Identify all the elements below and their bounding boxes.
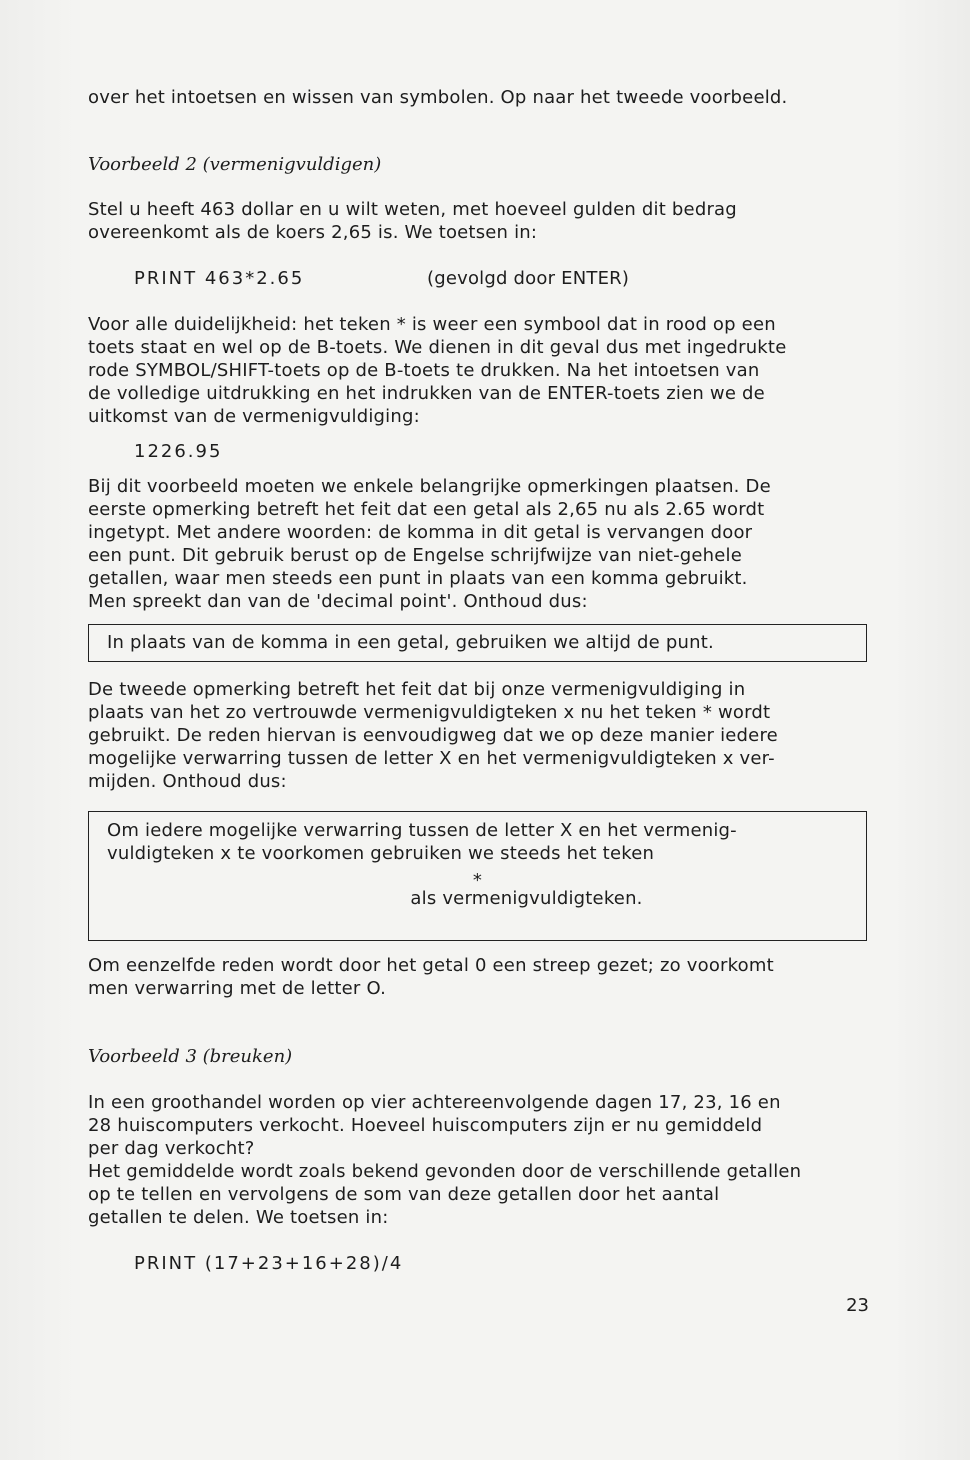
note-box-decimal-point [88, 624, 867, 662]
intro-text [88, 86, 869, 109]
code-print-multiplication: PRINT 463*2.65 [134, 268, 305, 289]
note-text: Om iedere mogelijke verwarring tussen de letter X en het vermenig- [107, 820, 737, 841]
text-line: Stel u heeft 463 dollar en u wilt weten, met hoeveel gulden dit bedrag [88, 199, 737, 220]
zero-note-paragraph [88, 954, 869, 1000]
text-line: over het intoetsen en wissen van symbolen. Op naar het tweede voorbeeld. [88, 87, 788, 108]
example-3-title: Voorbeeld 3 (breuken) [88, 1046, 293, 1067]
explanation-paragraph [88, 313, 869, 428]
text-line: ingetypt. Met andere woorden: de komma in dit getal is vervangen door [88, 522, 753, 543]
remark-two-paragraph [88, 678, 869, 793]
text-line: De tweede opmerking betreft het feit dat bij onze vermenigvuldiging in [88, 679, 746, 700]
note-text: als vermenigvuldigteken. [410, 888, 643, 909]
remark-one-paragraph [88, 475, 869, 613]
text-line: getallen, waar men steeds een punt in plaats van een komma gebruikt. [88, 568, 748, 589]
code-print-average: PRINT (17+23+16+28)/4 [134, 1253, 404, 1274]
result-output: 1226.95 [134, 441, 223, 462]
text-line: Bij dit voorbeeld moeten we enkele belangrijke opmerkingen plaatsen. De [88, 476, 771, 497]
text-line: getallen te delen. We toetsen in: [88, 1207, 389, 1228]
text-line: mijden. Onthoud dus: [88, 771, 287, 792]
note-box-multiplication-sign [88, 811, 867, 941]
multiplication-symbol: * [472, 870, 483, 891]
text-line: Men spreekt dan van de 'decimal point'. Onthoud dus: [88, 591, 588, 612]
note-text: In plaats van de komma in een getal, gebruiken we altijd de punt. [107, 632, 714, 653]
text-line: In een groothandel worden op vier achtereenvolgende dagen 17, 23, 16 en [88, 1092, 781, 1113]
text-line: mogelijke verwarring tussen de letter X en het vermenigvuldigteken x ver- [88, 748, 775, 769]
text-line: per dag verkocht? [88, 1138, 255, 1159]
text-line: toets staat en wel op de B-toets. We dienen in dit geval dus met ingedrukte [88, 337, 787, 358]
text-line: de volledige uitdrukking en het indrukken van de ENTER-toets zien we de [88, 383, 765, 404]
text-line: rode SYMBOL/SHIFT-toets op de B-toets te drukken. Na het intoetsen van [88, 360, 760, 381]
text-line: men verwarring met de letter O. [88, 978, 387, 999]
note-text: vuldigteken x te voorkomen gebruiken we steeds het teken [107, 843, 655, 864]
text-line: 28 huiscomputers verkocht. Hoeveel huiscomputers zijn er nu gemiddeld [88, 1115, 763, 1136]
text-line: een punt. Dit gebruik berust op de Engelse schrijfwijze van niet-gehele [88, 545, 743, 566]
text-line: uitkomst van de vermenigvuldiging: [88, 406, 420, 427]
example-2-title: Voorbeeld 2 (vermenigvuldigen) [88, 154, 382, 175]
page-number: 23 [846, 1295, 869, 1316]
text-line: Voor alle duidelijkheid: het teken * is weer een symbool dat in rood op een [88, 314, 776, 335]
text-line: Om eenzelfde reden wordt door het getal 0 een streep gezet; zo voorkomt [88, 955, 774, 976]
text-line: plaats van het zo vertrouwde vermenigvuldigteken x nu het teken * wordt [88, 702, 771, 723]
text-line: overeenkomt als de koers 2,65 is. We toetsen in: [88, 222, 538, 243]
text-line: eerste opmerking betreft het feit dat een getal als 2,65 nu als 2.65 wordt [88, 499, 765, 520]
text-line: gebruikt. De reden hiervan is eenvoudigweg dat we op deze manier iedere [88, 725, 778, 746]
text-line: op te tellen en vervolgens de som van deze getallen door het aantal [88, 1184, 720, 1205]
example-2-paragraph [88, 198, 869, 244]
text-line: Het gemiddelde wordt zoals bekend gevonden door de verschillende getallen [88, 1161, 802, 1182]
code-note-enter: (gevolgd door ENTER) [427, 268, 630, 289]
example-3-paragraph [88, 1091, 869, 1229]
